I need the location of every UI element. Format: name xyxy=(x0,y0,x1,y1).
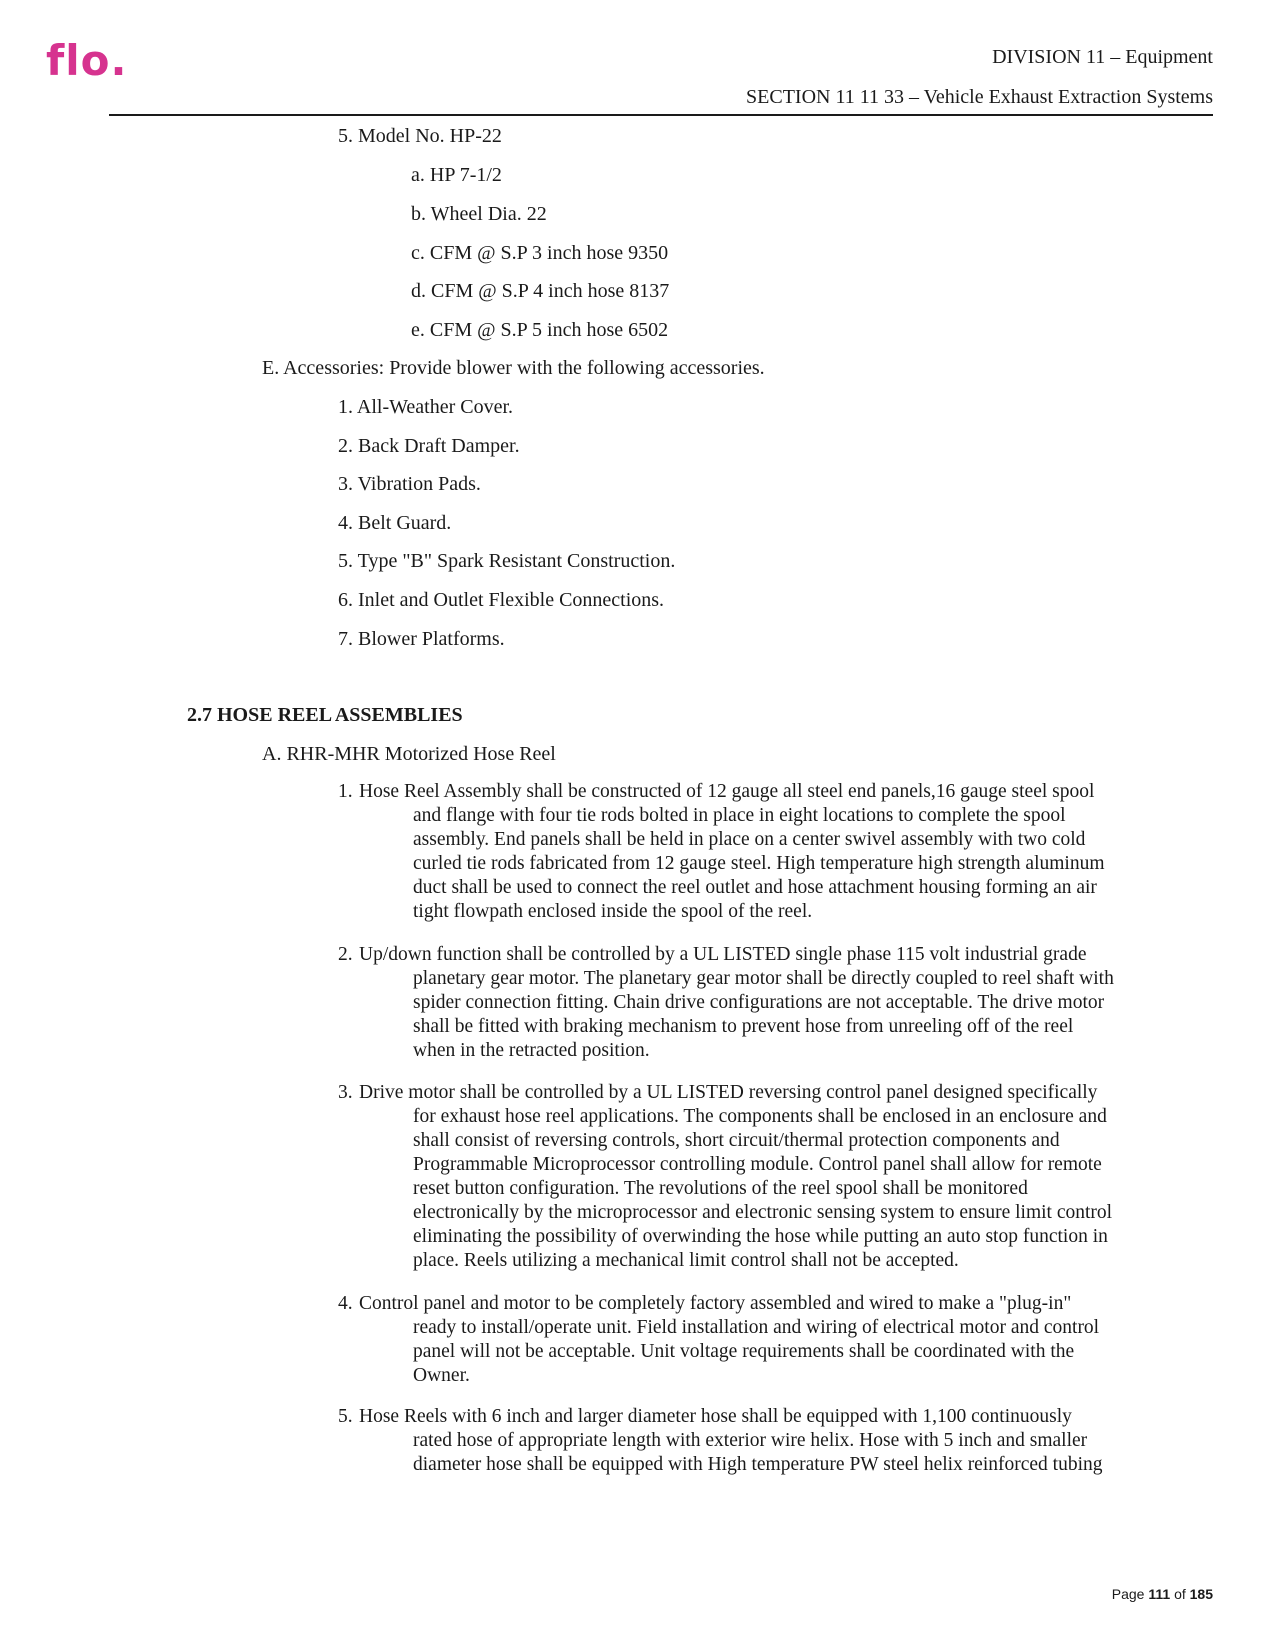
paragraph-number: 1. xyxy=(338,781,353,802)
paragraph-line: diameter hose shall be equipped with High temperature PW steel helix reinforced tubing xyxy=(413,1454,1103,1475)
accessory-item: 4. Belt Guard. xyxy=(338,512,452,534)
paragraph-line: ready to install/operate unit. Field installation and wiring of electrical motor and control xyxy=(413,1317,1100,1338)
accessories-title: E. Accessories: Provide blower with the following accessories. xyxy=(262,357,765,379)
accessory-item: 7. Blower Platforms. xyxy=(338,628,505,650)
page-label: Page xyxy=(1111,1586,1145,1602)
header-rule xyxy=(109,114,1213,116)
paragraph-line: rated hose of appropriate length with exterior wire helix. Hose with 5 inch and smaller xyxy=(413,1430,1088,1451)
paragraph-line: place. Reels utilizing a mechanical limit control shall not be accepted. xyxy=(413,1250,959,1271)
paragraph-line: eliminating the possibility of overwinding the hose while putting an auto stop function in xyxy=(413,1226,1108,1247)
paragraph-line: tight flowpath enclosed inside the spool of the reel. xyxy=(413,901,813,922)
section-title: SECTION 11 11 33 – Vehicle Exhaust Extraction Systems xyxy=(746,86,1213,108)
paragraph-line: spider connection fitting. Chain drive configurations are not acceptable. The drive motor xyxy=(413,992,1105,1013)
paragraph-line: curled tie rods fabricated from 12 gauge steel. High temperature high strength aluminum xyxy=(413,853,1105,874)
total-pages: 185 xyxy=(1189,1586,1213,1602)
section-heading: 2.7 HOSE REEL ASSEMBLIES xyxy=(187,704,463,726)
paragraph-line: Owner. xyxy=(413,1365,470,1386)
paragraph-line: Control panel and motor to be completely factory assembled and wired to make a "plug-in" xyxy=(359,1293,1072,1314)
subsection-title: A. RHR-MHR Motorized Hose Reel xyxy=(262,743,556,765)
paragraph-number: 4. xyxy=(338,1293,353,1314)
paragraph-line: duct shall be used to connect the reel outlet and hose attachment housing forming an air xyxy=(413,877,1097,898)
paragraph-line: when in the retracted position. xyxy=(413,1040,650,1061)
spec-paragraph xyxy=(338,1405,1178,1477)
page-number xyxy=(1112,1587,1213,1601)
paragraph-line: shall be fitted with braking mechanism to prevent hose from unreeling off of the reel xyxy=(413,1016,1074,1037)
paragraph-line: Hose Reel Assembly shall be constructed of 12 gauge all steel end panels,16 gauge steel spool xyxy=(359,781,1095,802)
paragraph-number: 5. xyxy=(338,1406,353,1427)
paragraph-line: shall consist of reversing controls, short circuit/thermal protection components and xyxy=(413,1130,1060,1151)
paragraph-line: Programmable Microprocessor controlling module. Control panel shall allow for remote xyxy=(413,1154,1102,1175)
paragraph-number: 3. xyxy=(338,1082,353,1103)
accessory-item: 1. All-Weather Cover. xyxy=(338,396,514,418)
paragraph-line: for exhaust hose reel applications. The components shall be enclosed in an enclosure and xyxy=(413,1106,1107,1127)
spec-paragraph xyxy=(338,1292,1178,1388)
model-item: a. HP 7-1/2 xyxy=(411,164,502,186)
spec-paragraph xyxy=(338,1081,1178,1273)
company-logo: flo. xyxy=(46,36,128,85)
of-label: of xyxy=(1174,1586,1186,1602)
accessory-item: 2. Back Draft Damper. xyxy=(338,435,520,457)
spec-paragraph xyxy=(338,780,1178,924)
model-item: d. CFM @ S.P 4 inch hose 8137 xyxy=(411,280,670,302)
paragraph-line: Hose Reels with 6 inch and larger diameter hose shall be equipped with 1,100 continuously xyxy=(359,1406,1072,1427)
current-page: 111 xyxy=(1148,1586,1171,1602)
model-item: b. Wheel Dia. 22 xyxy=(411,203,547,225)
model-item: e. CFM @ S.P 5 inch hose 6502 xyxy=(411,319,669,341)
paragraph-line: panel will not be acceptable. Unit voltage requirements shall be coordinated with the xyxy=(413,1341,1075,1362)
model-title: 5. Model No. HP-22 xyxy=(338,125,502,147)
paragraph-line: electronically by the microprocessor and electronic sensing system to ensure limit control xyxy=(413,1202,1113,1223)
division-title: DIVISION 11 – Equipment xyxy=(992,46,1213,68)
paragraph-line: reset button configuration. The revolutions of the reel spool shall be monitored xyxy=(413,1178,1028,1199)
paragraph-line: planetary gear motor. The planetary gear motor shall be directly coupled to reel shaft with xyxy=(413,968,1114,989)
paragraph-line: and flange with four tie rods bolted in place in eight locations to complete the spool xyxy=(413,805,1066,826)
spec-paragraph xyxy=(338,943,1178,1063)
paragraph-number: 2. xyxy=(338,944,353,965)
accessory-item: 3. Vibration Pads. xyxy=(338,473,481,495)
paragraph-line: Drive motor shall be controlled by a UL LISTED reversing control panel designed specifically xyxy=(359,1082,1098,1103)
accessory-item: 6. Inlet and Outlet Flexible Connections. xyxy=(338,589,665,611)
model-item: c. CFM @ S.P 3 inch hose 9350 xyxy=(411,242,669,264)
paragraph-line: assembly. End panels shall be held in place on a center swivel assembly with two cold xyxy=(413,829,1086,850)
paragraph-line: Up/down function shall be controlled by a UL LISTED single phase 115 volt industrial grade xyxy=(359,944,1087,965)
accessory-item: 5. Type "B" Spark Resistant Construction. xyxy=(338,550,676,572)
